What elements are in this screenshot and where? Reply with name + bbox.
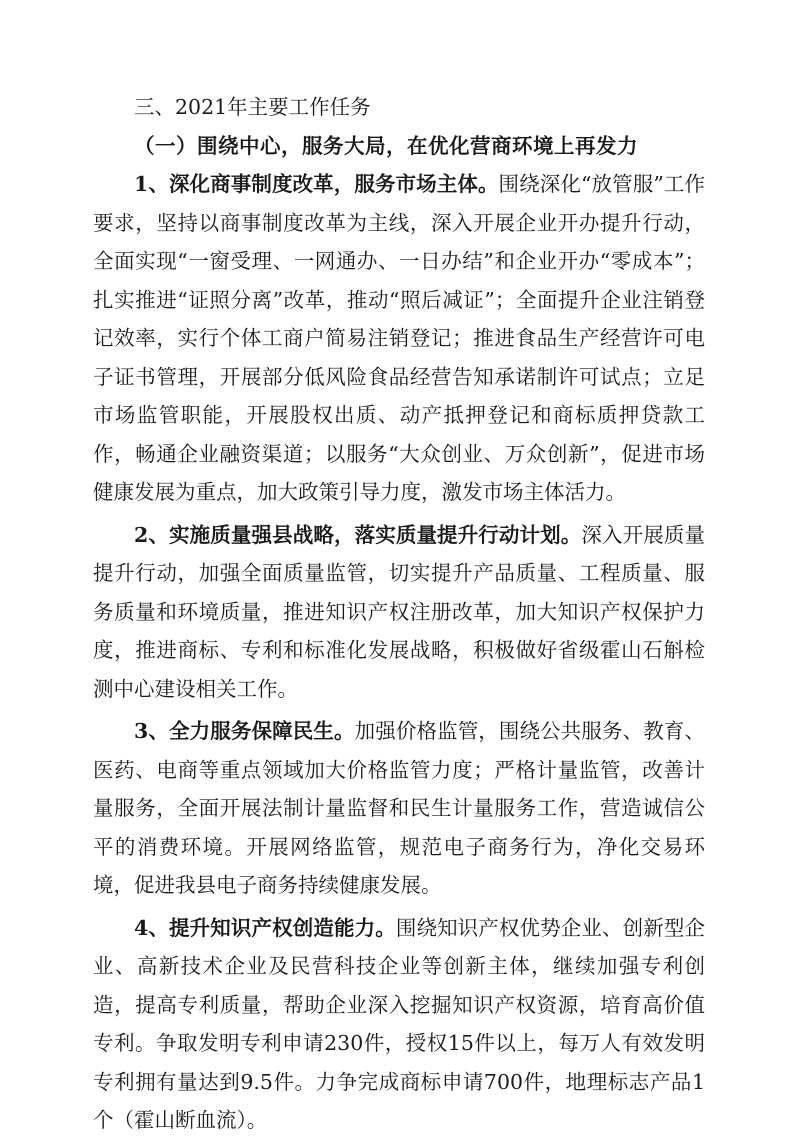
paragraph-2 (93, 516, 705, 709)
paragraph-1-lead: 1、深化商事制度改革，服务市场主体。 (134, 172, 499, 196)
paragraph-1 (93, 165, 705, 512)
sub-heading: （一）围绕中心，服务大局，在优化营商环境上再发力 (134, 133, 638, 158)
paragraph-4-lead: 4、提升知识产权创造能力。 (134, 915, 396, 940)
paragraph-2-body: 深入开展质量提升行动，加强全面质量监管，切实提升产品质量、工程质量、服务质量和环境质量，推进知识产权注册改革，加大知识产权保护力度，推进商标、专利和标准化发展战略，积极做好省级霍山石斛检测中心建设相关工作。 (93, 522, 706, 701)
paragraph-1-body: 围绕深化“放管服”工作要求，坚持以商事制度改革为主线，深入开展企业开办提升行动，全面实现“一窗受理、一网通办、一日办结”和企业开办“零成本”；扎实推进“证照分离”改革，推动“照后减证”；全面提升企业注销登记效率，实行个体工商户简易注销登记；推进食品生产经营许可电子证书管理，开展部分低风险食品经营告知承诺制许可试点；立足市场监管职能，开展股权出质、动产抵押登记和商标质押贷款工作，畅通企业融资渠道；以服务“大众创业、万众创新”，促进市场健康发展为重点，加大政策引导力度，激发市场主体活力。 (93, 172, 705, 504)
paragraph-3-lead: 3、全力服务保障民生。 (134, 719, 355, 743)
paragraph-3-body: 加强价格监管，围绕公共服务、教育、医药、电商等重点领域加大价格监管力度；严格计量监管，改善计量服务，全面开展法制计量监督和民生计量服务工作，营造诚信公平的消费环境。开展网络监管，规范电子商务行为，净化交易环境，促进我县电子商务持续健康发展。 (93, 719, 706, 897)
paragraph-4-body: 围绕知识产权优势企业、创新型企业、高新技术企业及民营科技企业等创新主体，继续加强专利创造，提高专利质量，帮助企业深入挖掘知识产权资源，培育高价值专利。争取发明专利申请230件，授权15件以上，每万人有效发明专利拥有量达到9.5件。力争完成商标申请700件，地理标志产品1个（霍山断血流）。 (93, 915, 706, 1132)
paragraph-2-lead: 2、实施质量强县战略，落实质量提升行动计划。 (134, 522, 582, 547)
document-page (93, 88, 705, 1140)
paragraph-4 (93, 909, 705, 1140)
section-heading: 三、2021年主要工作任务 (134, 95, 371, 119)
paragraph-3 (93, 712, 705, 905)
